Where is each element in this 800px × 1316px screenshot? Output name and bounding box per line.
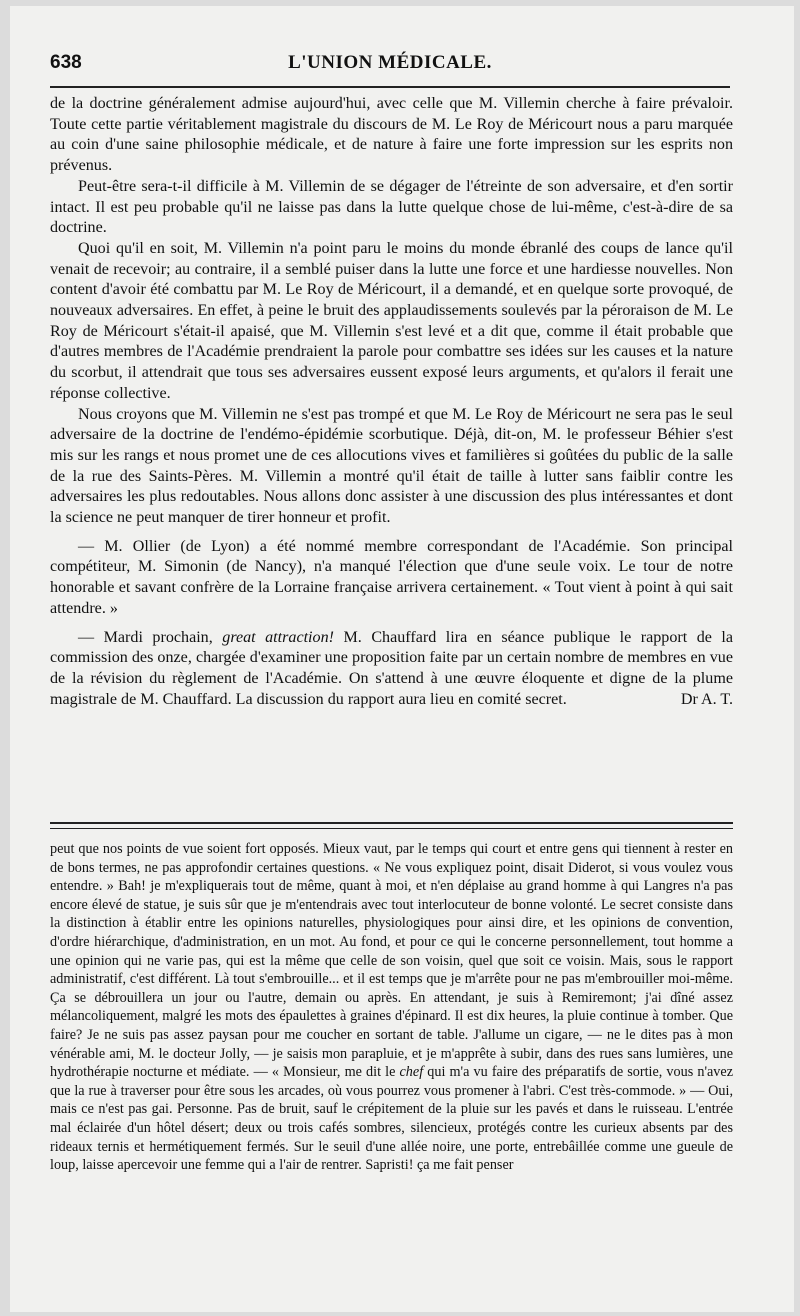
feuilleton-text: qui m'a vu faire des préparatifs de sortie, vous n'avez que la rue à traverser pour être sous les arcades, où vous pourrez vous promener à l'abri. C'est très-commode. » — Oui, mais ce n'est pas gai. Personne. Pas de bruit, sauf le crépitement de la pluie sur les pavés et dans le ruisseau. L'entrée mal éclairée d'un hôtel désert; deux ou trois cafés sombres, silencieux, protégés contre les curieux absents par des rideaux ternis et hermétiquement fermés. Sur le seuil d'une allée noire, une porte, entrebâillée comme une gueule de loup, laisse apercevoir une femme qui a l'air de rentrer. Sapristi! ça me fait penser — [50, 1064, 733, 1174]
page-header — [50, 52, 730, 78]
article-paragraph: Quoi qu'il en soit, M. Villemin n'a point paru le moins du monde ébranlé des coups de lance qu'il venait de recevoir; au contraire, il a semblé puiser dans la lutte une force et une hardiesse nouvelles. Non content d'avoir été combattu par M. Le Roy de Méricourt, il a demandé, et en quelque sorte provoqué, de nouveaux adversaires. En effet, à peine le bruit des applaudissements soulevés par la péroraison de M. Le Roy de Méricourt s'était-il apaisé, que M. Villemin s'est levé et a dit que, comme il était probable que d'autres membres de l'Académie prendraient la parole pour combattre ses idées sur les causes et la nature du scorbut, il attendrait que tous ses adversaires eussent exposé leurs arguments, et qu'alors il ferait une réponse collective. — [50, 239, 733, 402]
feuilleton-rule — [50, 822, 733, 824]
italic-word: chef — [399, 1064, 424, 1081]
last-paragraph-text: — Mardi prochain, — [78, 628, 223, 646]
header-rule — [50, 86, 730, 88]
last-paragraph-text: M. Chauffard lira en séance publique le rapport de la commission des onze, chargée d'examiner une proposition faite par un certain nombre de membres en vue de la révision du règlement de l'Académie. On s'attend à une œuvre éloquente et digne de la plume magistrale de M. Chauffard. La discussion du rapport aura lieu en comité secret. — [50, 628, 733, 708]
journal-title: L'UNION MÉDICALE. — [288, 52, 492, 73]
feuilleton-paragraph — [50, 840, 733, 1175]
article-paragraph: Peut-être sera-t-il difficile à M. Villemin de se dégager de l'étreinte de son adversaire, et d'en sortir intact. Il est peu probable qu'il ne laisse pas dans la lutte quelque chose de lui-même, c'est-à-dire de sa doctrine. — [50, 177, 733, 237]
feuilleton-text: peut que nos points de vue soient fort opposés. Mieux vaut, par le temps qui court et entre gens qui tiennent à rester en de bons termes, ne pas approfondir certaines questions. « Ne vous expliquez point, disait Diderot, si vous voulez vous entendre. » Bah! je m'expliquerais tout de même, quant à moi, et n'en déplaise au grand homme à qui Langres n'a pas encore élevé de statue, je suis sûr que je m'entendrais avec tout interlocuteur de bonne volonté. Le secret consiste dans la distinction à établir entre les opinions naturelles, physiologiques pour ainsi dire, et les opinions de convention, d'ordre hiérarchique, d'administration, en un mot. Au fond, et pour ce qui le concerne personnellement, tout homme a une opinion qui ne varie pas, qui est la même que celle de son voisin, quel que soit ce voisin. Mais, sous le rapport administratif, c'est différent. Là tout s'embrouille... et il est temps que je m'arrête pour ne pas m'embrouiller moi-même. Ça se débrouillera un jour ou l'autre, demain ou après. En attendant, je suis à Remiremont; j'ai dîné assez mélancoliquement, malgré les mots des épaulettes à graines d'épinard. Il est dix heures, la pluie continue à tomber. Que faire? Je ne suis pas assez paysan pour me coucher en sortant de table. J'allume un cigare, — ne le dites pas à mon vénérable ami, M. le docteur Jolly, — je saisis mon parapluie, et je m'apprête à subir, dans des rues sans lumières, une hydrothérapie nocturne et médiate. — « Monsieur, me dit le — [50, 841, 733, 1081]
article-body — [50, 94, 733, 710]
page — [10, 6, 794, 1312]
author-signature: Dr A. T. — [680, 690, 733, 708]
article-paragraph: de la doctrine généralement admise aujourd'hui, avec celle que M. Villemin cherche à faire prévaloir. Toute cette partie véritablement magistrale du discours de M. Le Roy de Méricourt nous a paru marquée au coin d'une saine philosophie médicale, et de nature à faire une forte impression sur les esprits non prévenus. — [50, 95, 733, 175]
page-number: 638 — [50, 52, 82, 73]
article-paragraph-last — [50, 628, 733, 711]
article-paragraph: Nous croyons que M. Villemin ne s'est pas trompé et que M. Le Roy de Méricourt ne sera pas le seul adversaire de la doctrine de l'endémo-épidémie scorbutique. Déjà, dit-on, M. le professeur Béhier s'est mis sur les rangs et nous promet une de ces allocutions vives et familières si goûtées du public de la salle de la rue des Saints-Pères. M. Villemin a montré qu'il était de taille à lutter sans faiblir contre les adversaires les plus redoutables. Nous allons donc assister à une discussion des plus intéressantes et dont la science ne peut manquer de tirer honneur et profit. — [50, 405, 733, 527]
article-paragraph: — M. Ollier (de Lyon) a été nommé membre correspondant de l'Académie. Son principal compétiteur, M. Simonin (de Nancy), n'a manqué l'élection que d'une seule voix. Le tour de notre honorable et savant confrère de la Lorraine française arrivera certainement. « Tout vient à point à qui sait attendre. » — [50, 537, 733, 617]
italic-phrase: great attraction! — [222, 628, 334, 646]
feuilleton-body — [50, 840, 733, 1175]
feuilleton-rule — [50, 828, 733, 829]
